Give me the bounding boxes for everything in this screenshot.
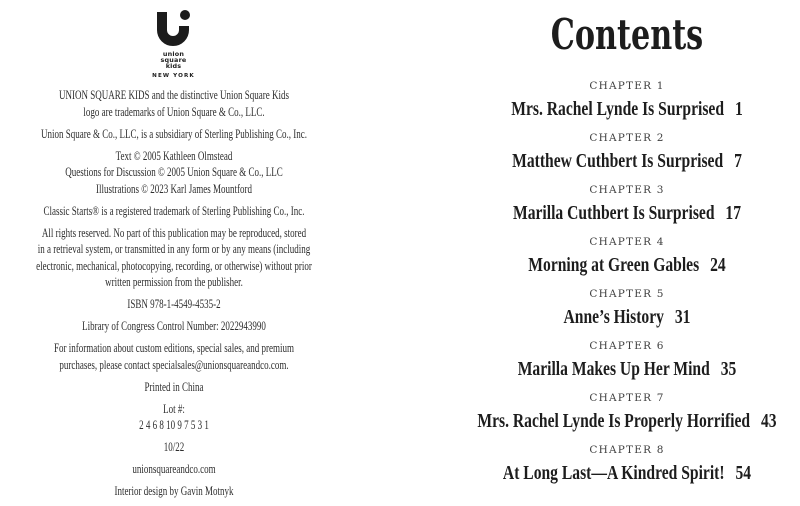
text-line: Questions for Discussion © 2005 Union Square & Co., LLC — [64, 165, 283, 180]
toc-entry — [457, 184, 797, 226]
interior-design-credit — [4, 483, 342, 500]
chapter-title: Matthew Cuthbert Is Surprised — [512, 150, 724, 172]
text-line: Union Square & Co., LLC, is a subsidiary of Sterling Publishing Co., Inc. — [40, 126, 307, 141]
contents-title: Contents — [550, 10, 704, 59]
text-line: unionsquareandco.com — [131, 462, 216, 477]
chapter-label: CHAPTER 1 — [589, 80, 665, 92]
chapter-page-number: 31 — [674, 306, 691, 328]
chapter-page-number: 43 — [761, 410, 777, 432]
chapter-label: CHAPTER 5 — [589, 288, 665, 300]
copyright-text-column — [12, 87, 335, 500]
chapter-label: CHAPTER 3 — [589, 184, 665, 196]
text-line: Lot #: — [162, 401, 185, 416]
logo-wordmark-line: union — [162, 50, 185, 58]
copyright-notice — [4, 148, 342, 198]
publisher-logo-block — [12, 10, 335, 79]
chapter-page-number: 24 — [710, 254, 726, 276]
logo-wordmark-line: square — [160, 55, 187, 64]
text-line: UNION SQUARE KIDS and the distinctive Union Square Kids — [58, 88, 289, 103]
chapter-title-line — [452, 148, 800, 174]
isbn — [4, 296, 342, 313]
chapter-title: Mrs. Rachel Lynde Is Surprised — [511, 98, 725, 120]
chapter-label: CHAPTER 4 — [589, 236, 665, 248]
contents-page — [400, 0, 800, 506]
toc-entry — [457, 236, 797, 278]
chapter-title-line — [452, 460, 800, 486]
text-line: Interior design by Gavin Motnyk — [113, 484, 233, 499]
text-line: Classic Starts® is a registered trademark of Sterling Publishing Co., Inc. — [42, 203, 305, 218]
toc-entry — [457, 80, 797, 122]
chapter-page-number: 17 — [725, 202, 742, 224]
special-sales — [4, 340, 342, 373]
chapter-title-line — [452, 96, 800, 122]
chapter-label: CHAPTER 8 — [589, 444, 665, 456]
chapter-title: Anne’s History — [563, 306, 664, 328]
chapter-page-number: 35 — [720, 358, 737, 380]
rights-notice — [4, 225, 342, 291]
chapter-page-number: 54 — [735, 462, 752, 484]
text-line: Library of Congress Control Number: 2022943990 — [81, 319, 266, 334]
text-line: All rights reserved. No part of this publication may be reproduced, stored — [41, 225, 306, 240]
text-line: in a retrieval system, or transmitted in any form or by any means (including — [37, 242, 310, 257]
subsidiary-notice — [4, 126, 342, 143]
chapter-label: CHAPTER 2 — [589, 132, 665, 144]
chapter-title-line — [452, 252, 800, 278]
chapter-label: CHAPTER 7 — [589, 392, 665, 404]
registered-trademark-notice — [4, 203, 342, 220]
text-line: 10/22 — [163, 440, 184, 455]
logo-wordmark-line: kids — [165, 61, 182, 70]
chapter-title: At Long Last—A Kindred Spirit! — [502, 462, 725, 484]
chapter-title-line — [452, 200, 800, 226]
trademark-notice — [4, 87, 342, 120]
chapter-title: Marilla Makes Up Her Mind — [517, 358, 710, 380]
toc-entry — [457, 288, 797, 330]
chapter-title-line — [452, 356, 800, 382]
toc-entry — [457, 392, 797, 434]
toc-entry — [457, 132, 797, 174]
table-of-contents — [457, 80, 797, 486]
text-line: Illustrations © 2023 Karl James Mountford — [95, 181, 252, 196]
printed-in — [4, 379, 342, 396]
toc-entry — [457, 444, 797, 486]
lot-number — [4, 401, 342, 434]
toc-entry — [457, 340, 797, 382]
chapter-title: Morning at Green Gables — [528, 254, 700, 276]
chapter-title: Mrs. Rachel Lynde Is Properly Horrified — [477, 410, 751, 432]
text-line: Printed in China — [143, 379, 203, 394]
chapter-title: Marilla Cuthbert Is Surprised — [512, 202, 715, 224]
text-line: written permission from the publisher. — [104, 275, 243, 290]
print-run-date — [4, 439, 342, 456]
text-line: purchases, please contact specialsales@unionsquareandco.com. — [58, 357, 289, 372]
text-line: electronic, mechanical, photocopying, recording, or otherwise) without prior — [35, 258, 312, 273]
text-line: ISBN 978-1-4549-4535-2 — [126, 297, 221, 312]
chapter-page-number: 7 — [734, 150, 742, 172]
library-of-congress — [4, 318, 342, 335]
chapter-label: CHAPTER 6 — [589, 340, 665, 352]
chapter-page-number: 1 — [734, 98, 743, 120]
text-line: Text © 2005 Kathleen Olmstead — [115, 148, 232, 163]
publisher-website — [4, 461, 342, 478]
logo-wordmark — [161, 52, 187, 69]
text-line: For information about custom editions, special sales, and premium — [53, 341, 294, 356]
logo-city-label: NEW YORK — [152, 73, 195, 80]
text-line: 2 4 6 8 10 9 7 5 3 1 — [138, 418, 209, 433]
chapter-title-line — [452, 408, 800, 434]
text-line: logo are trademarks of Union Square & Co., LLC. — [82, 104, 265, 119]
chapter-title-line — [452, 304, 800, 330]
union-square-kids-logo-icon — [157, 10, 191, 48]
